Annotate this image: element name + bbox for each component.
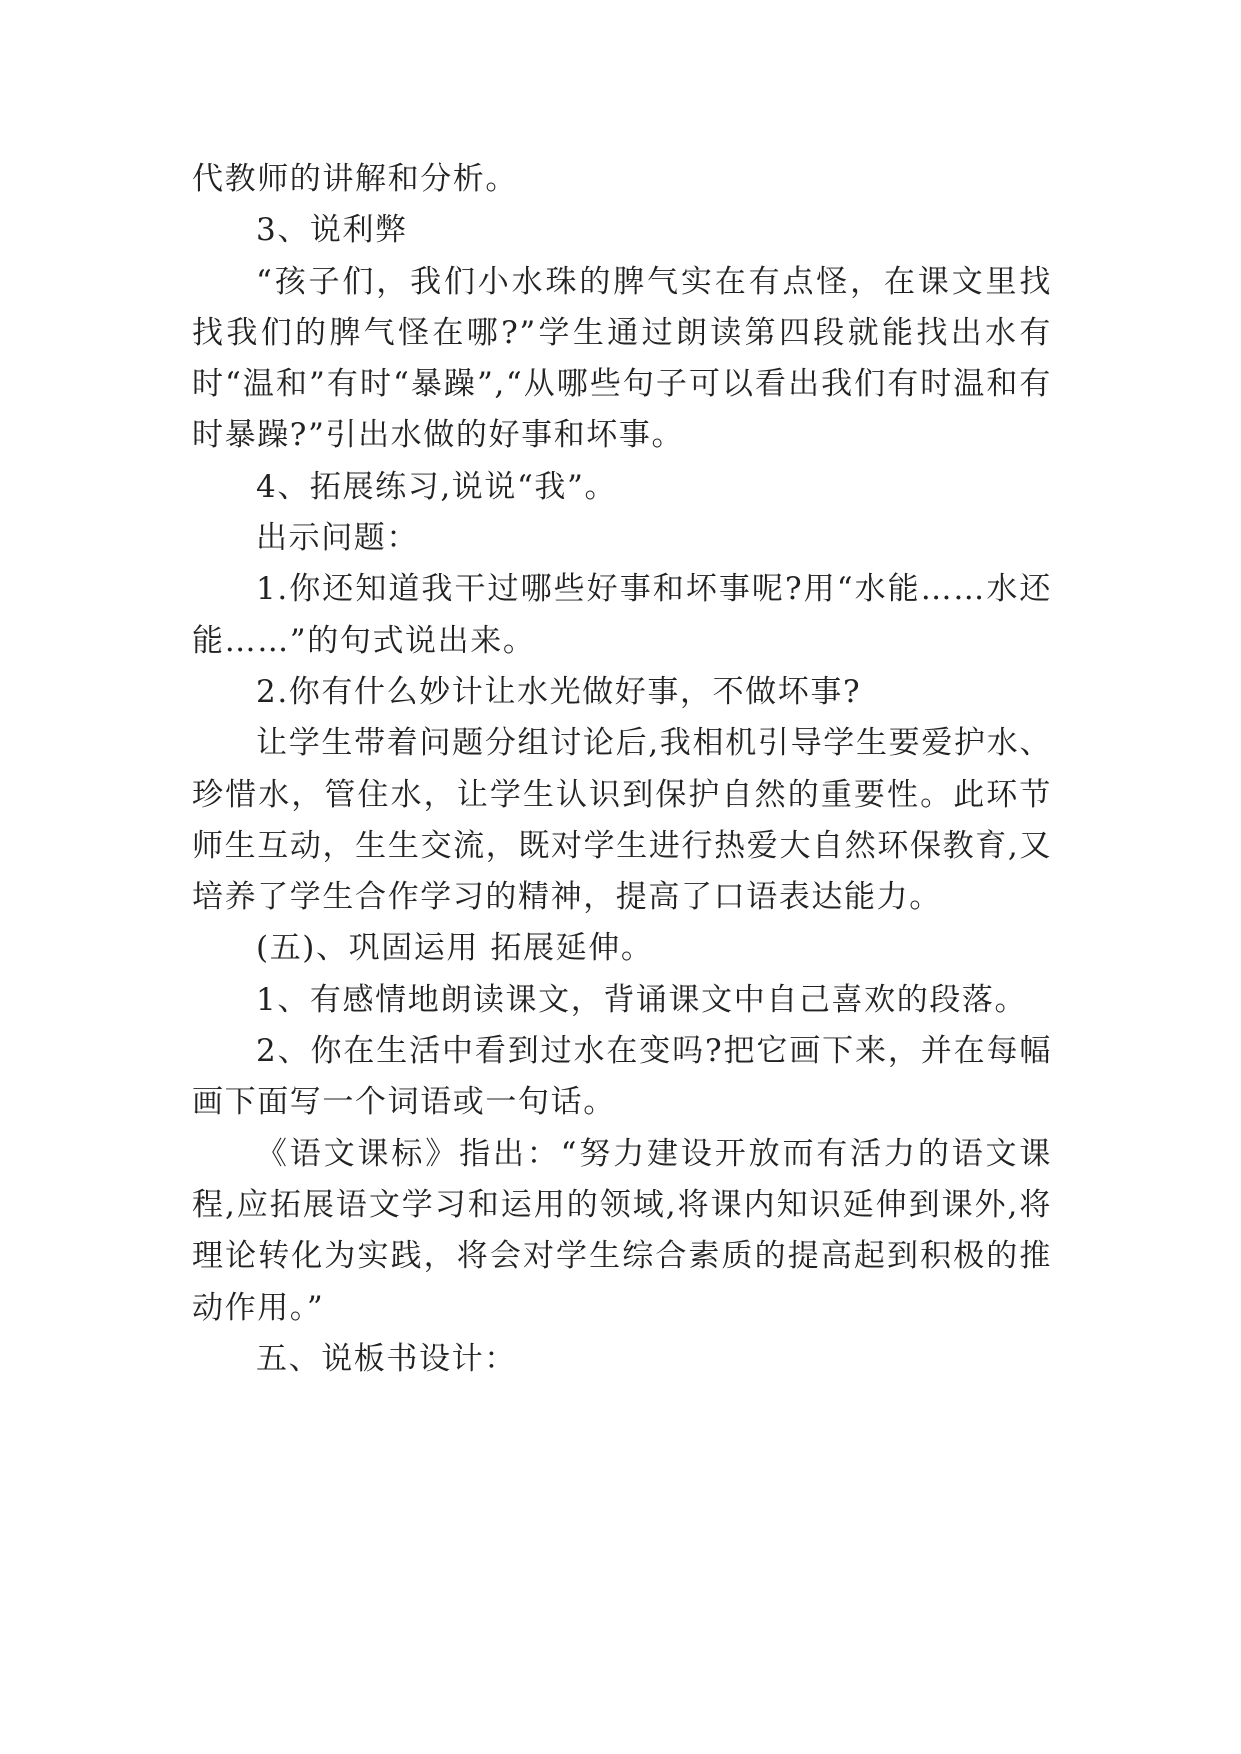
document-body [192, 154, 1052, 1385]
paragraph-curriculum-quote: 《语文课标》指出：“努力建设开放而有活力的语文课程,应拓展语文学习和运用的领域,将课内知识延伸到课外,将理论转化为实践，将会对学生综合素质的提高起到积极的推动作用。” [192, 1135, 1052, 1326]
paragraph-group-discussion: 让学生带着问题分组讨论后,我相机引导学生要爱护水、珍惜水，管住水，让学生认识到保护自然的重要性。此环节师生互动，生生交流，既对学生进行热爱大自然环保教育,又培养了学生合作学习的精神，提高了口语表达能力。 [192, 725, 1052, 916]
task-item-2: 2、你在生活中看到过水在变吗?把它画下来，并在每幅画下面写一个词语或一句话。 [192, 1033, 1052, 1121]
paragraph-water-temper: “孩子们，我们小水珠的脾气实在有点怪，在课文里找找我们的脾气怪在哪?”学生通过朗读第四段就能找出水有时“温和”有时“暴躁”,“从哪些句子可以看出我们有时温和有时暴躁?”引出水做的好事和坏事。 [192, 263, 1052, 454]
section-heading-board-design: 五、说板书设计： [256, 1340, 517, 1377]
paragraph-show-questions: 出示问题： [256, 520, 419, 557]
section-heading-pros-cons: 3、说利弊 [256, 212, 408, 249]
question-item-2: 2.你有什么妙计让水光做好事，不做坏事? [256, 673, 862, 710]
task-item-1: 1、有感情地朗读课文，背诵课文中自己喜欢的段落。 [256, 981, 1028, 1018]
section-heading-consolidate: (五)、巩固运用 拓展延伸。 [256, 930, 654, 967]
section-heading-extension: 4、拓展练习,说说“我”。 [256, 468, 618, 505]
question-item-1: 1.你还知道我干过哪些好事和坏事呢?用“水能……水还能……”的句式说出来。 [192, 571, 1052, 659]
paragraph-continuation: 代教师的讲解和分析。 [192, 161, 518, 197]
